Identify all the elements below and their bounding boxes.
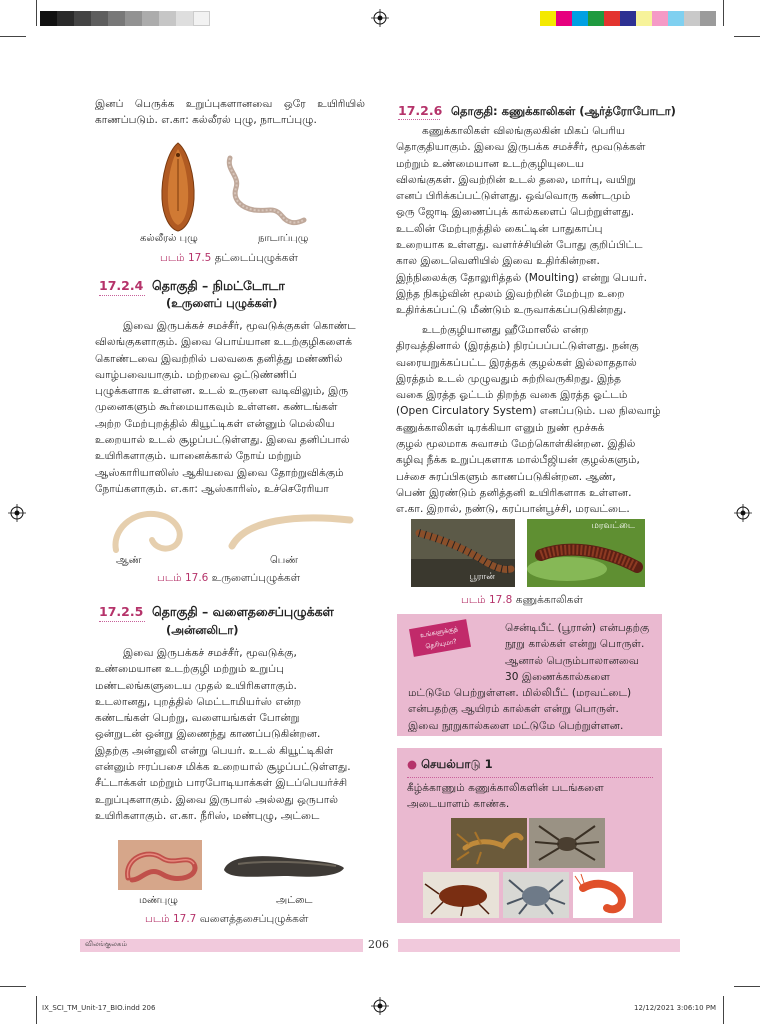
body-line: உறையால் உடல் சூழப்பட்டுள்ளது. இவை தனிப்பால் xyxy=(95,434,350,447)
section-17-2-5-heading xyxy=(99,603,334,620)
prawn-image xyxy=(573,872,633,918)
know-line: ஆனால் பெரும்பாலானவை xyxy=(505,654,640,667)
page-number: 206 xyxy=(368,938,389,951)
activity-instructions xyxy=(407,780,657,813)
section-17-2-5-number: 17.2.5 xyxy=(99,604,144,619)
fig6-number: படம் 17.6 xyxy=(157,572,209,584)
body-line: கால இடைவெளியில் இவை உதிர்கின்றன. xyxy=(396,255,600,268)
section-17-2-4-title: தொகுதி – நிமட்டோடா xyxy=(152,278,285,293)
body-line: உறையாக உள்ளது. வளர்ச்சியின் போது குறிப்பிட்ட xyxy=(396,239,643,252)
section-17-2-5-title: தொகுதி – வளைதசைப்புழுக்கள் xyxy=(152,604,334,619)
scorpion-image xyxy=(451,818,527,868)
section-17-2-4-number: 17.2.4 xyxy=(99,278,144,293)
body-line: கணுக்காலிகள் டிரக்கியா எனும் நுண் மூச்சுக் xyxy=(396,421,605,434)
activity-line: அடையாளம் காண்க. xyxy=(407,798,510,811)
fig5-caption xyxy=(160,252,298,265)
registration-mark-bottom xyxy=(371,997,389,1015)
body-line: ஒரு ஜோடி இணைப்புக் கால்களைப் பெற்றுள்ளது. xyxy=(396,206,635,219)
person-icon: ● xyxy=(407,757,418,771)
section-17-2-4-heading xyxy=(99,277,285,294)
body-line: எனப் பிரிக்கப்பட்டுள்ளது. ஒவ்வொரு கண்டமும் xyxy=(396,190,631,203)
footer-band xyxy=(80,939,363,952)
fig6-title: உருளைப்புழுக்கள் xyxy=(211,572,301,584)
body-line: (Open Circulatory System) எனப்படும். பல நிலவாழ் xyxy=(396,405,661,418)
crab-image xyxy=(503,872,569,918)
body-line: எ.கா. இறால், நண்டு, கரப்பான்பூச்சி, மரவட்டை. xyxy=(396,503,630,516)
know-line: 30 இணைக்கால்களை xyxy=(505,670,610,683)
do-you-know-box xyxy=(397,614,662,736)
body-line: வகை இரத்த ஓட்டம் திறந்த வகை இரத்த ஓட்டம் xyxy=(396,389,628,402)
body-line: உண்மையான உடற்குழி மற்றும் உறுப்பு xyxy=(95,663,285,676)
body-line: நோய்களாகும். எ.கா: ஆஸ்காரிஸ், உச்செரேரியா xyxy=(95,482,329,495)
do-you-know-bottom-text xyxy=(408,685,656,734)
do-you-know-badge xyxy=(409,619,471,657)
liver-fluke-image xyxy=(158,141,198,233)
tapeworm-image xyxy=(222,150,312,230)
know-line: சென்டிபீட் (பூரான்) என்பதற்கு xyxy=(505,622,650,634)
body-line: உறுப்புகளாகும். இவை இருபால் அல்லது ஒருபால் xyxy=(95,793,339,806)
activity-title: செயல்பாடு 1 xyxy=(421,757,493,771)
body-line: உடலானது, புறத்தில் மெட்டாமியர்ஸ் என்ற xyxy=(95,695,302,708)
footer-chapter: விலங்குலகம் xyxy=(85,940,128,948)
body-line: இதற்கு அன்னுலி என்று பெயர். உடல் கியூட்டிகிள் xyxy=(95,744,334,757)
body-line: உயிரிகளாகும். எ.கா. நீரிஸ், மண்புழு, அட்டை xyxy=(95,809,320,822)
fig6-label-male: ஆண் xyxy=(116,555,142,566)
section-17-2-6-paragraph-1 xyxy=(396,123,662,319)
fig8-label-millipede: மரவட்டை xyxy=(591,521,635,531)
body-line: உடலின் மேற்புறத்தில் கைட்டின் பாதுகாப்பு xyxy=(396,222,603,235)
leech-image xyxy=(218,846,348,886)
body-line: பச்சை சுரப்பிகளும் காணப்படுகின்றன. ஆண், xyxy=(396,470,616,483)
fig5-label-liver-fluke: கல்லீரல் புழு xyxy=(140,233,198,244)
body-line: உதிர்க்கப்பட்டு மீண்டும் உருவாக்கப்படுகின்றது. xyxy=(396,304,627,317)
fig8-title: கணுக்காலிகள் xyxy=(515,594,583,606)
male-roundworm-image xyxy=(108,506,190,558)
intro-paragraph: இனப் பெருக்க உறுப்புகளானவை ஒரே உயிரியில் காணப்படும். எ.கா: கல்லீரல் புழு, நாடாப்புழு. xyxy=(95,98,365,127)
body-line: இந்நிலைக்கு தோலுரித்தல் (Moulting) என்று பெயர். xyxy=(396,271,647,284)
know-line: இவை நூறுகால்களை மட்டுமே பெற்றுள்ளன. xyxy=(408,719,624,732)
millipede-image xyxy=(527,519,645,587)
body-line: இரத்தம் உடல் முழுவதும் சுற்றிவருகிறது. இந்த xyxy=(396,372,621,385)
fig8-caption xyxy=(461,594,583,607)
know-line: நூறு கால்கள் என்று பொருள். xyxy=(505,638,645,651)
section-17-2-5-body xyxy=(95,645,365,824)
spider-image xyxy=(529,818,605,868)
body-line: உயிரிகளாகும். யானைக்கால் நோய் மற்றும் xyxy=(95,450,302,463)
body-line: வாழ்பவையாகும். மற்றவை ஒட்டுண்ணிப் xyxy=(95,368,297,381)
badge-line: தெரியுமா? xyxy=(424,637,458,651)
registration-mark-top xyxy=(371,9,389,27)
footer-band-right xyxy=(398,939,680,952)
body-line: கணுக்காலிகள் விலங்குலகின் மிகப் பெரிய xyxy=(422,125,626,137)
body-line: மண்டலங்களுடைய முதல் உயிரிகளாகும். xyxy=(95,679,297,692)
footer-date: 12/12/2021 3:06:10 PM xyxy=(634,1004,717,1012)
know-line: மட்டுமே பெற்றுள்ளன. மில்லிபீட் (மரவட்டை) xyxy=(408,687,632,699)
fig7-caption xyxy=(145,913,308,926)
body-line: உடற்குழியானது ஹீமோஸீல் என்ற xyxy=(422,324,589,336)
section-17-2-6-number: 17.2.6 xyxy=(398,103,443,118)
body-line: கண்டங்கள் பெற்று, வளையங்கள் போன்று xyxy=(95,712,300,725)
body-line: அற்ற மேற்புறத்தில் கியூட்டிகள் என்னும் மெல்லிய xyxy=(95,417,335,430)
body-line: இவை இருபக்கச் சமச்சீர், மூவடுக்குகள் கொண்ட xyxy=(123,320,356,332)
registration-mark-right xyxy=(734,504,752,522)
section-17-2-6-title: தொகுதி: கணுக்காலிகள் (ஆர்த்ரோபோடா) xyxy=(451,104,676,118)
body-line: ஒன்றுடன் ஒன்று இணைந்து காணப்படுகின்றன. xyxy=(95,728,321,741)
body-line: திரவத்தினால் (இரத்தம்) நிரப்பப்பட்டுள்ளது. நன்கு xyxy=(396,340,639,353)
fig7-label-leech: அட்டை xyxy=(276,895,313,906)
body-line: பெண் இரண்டும் தனித்தனி உயிரிகளாக உள்ளன. xyxy=(396,486,632,499)
fig5-title: தட்டைப்புழுக்கள் xyxy=(214,252,298,264)
badge-line: உங்களுக்குத் xyxy=(419,624,459,640)
body-line: கொண்டவை இவற்றில் பலவகை தனித்து மண்ணில் xyxy=(95,352,343,365)
activity-line: கீழ்க்காணும் கணுக்காலிகளின் படங்களை xyxy=(407,782,604,794)
registration-mark-left xyxy=(8,504,26,522)
centipede-image xyxy=(411,519,515,587)
body-line: என்னும் ஈரப்பசை மிக்க உறையால் சூழப்பட்டுள்ளது. xyxy=(95,761,351,774)
section-17-2-6-heading xyxy=(398,102,676,120)
know-line: என்பதற்கு ஆயிரம் கால்கள் என்று பொருள். xyxy=(408,703,619,716)
activity-title-row xyxy=(407,757,493,773)
body-line: கழிவு நீக்க உறுப்புகளாக மால்பீஜியன் குழல்களும், xyxy=(396,454,640,467)
cockroach-image xyxy=(423,872,499,918)
fig6-caption xyxy=(157,572,300,585)
fig5-label-tapeworm: நாடாப்புழு xyxy=(258,233,309,244)
body-line: ஆஸ்காரியாஸிஸ் ஆகியவை இவை தோற்றுவிக்கும் xyxy=(95,466,344,479)
section-17-2-5-subtitle: (அன்னலிடா) xyxy=(166,623,239,637)
fig7-label-earthworm: மண்புழு xyxy=(139,895,178,906)
fig7-title: வளைத்தசைப்புழுக்கள் xyxy=(199,913,309,925)
fig5-number: படம் 17.5 xyxy=(160,252,212,264)
body-line: வரையறுக்கப்பட்ட இரத்தக் குழல்கள் இல்லாததால் xyxy=(396,356,637,369)
body-line: தொகுதியாகும். இவை இருபக்க சமச்சீர், மூவடுக்கள் xyxy=(396,141,646,154)
body-line: மற்றும் உண்மையான உடற்குழியுடைய xyxy=(396,157,585,170)
activity-box xyxy=(397,748,662,923)
body-line: இவை இருபக்கச் சமச்சீர், மூவடுக்கு, xyxy=(123,647,297,659)
section-17-2-4-subtitle: (உருளைப் புழுக்கள்) xyxy=(166,296,278,310)
body-line: விலங்குகளாகும். இவை பொய்யான உடற்குழிகளைக் xyxy=(95,336,352,349)
fig8-number: படம் 17.8 xyxy=(461,594,513,606)
body-line: குழல் மூலமாக சுவாசம் மேற்கொள்கின்றன. இதில் xyxy=(396,438,636,451)
section-17-2-6-paragraph-2 xyxy=(396,322,662,518)
body-line: விலங்குகள். இவற்றின் உடல் தலை, மார்பு, வயிறு xyxy=(396,173,636,186)
body-line: முனைகளும் கூர்மையாகவும் உள்ளன. கண்டங்கள் xyxy=(95,401,338,414)
fig8-label-centipede: பூரான் xyxy=(469,572,495,582)
earthworm-image xyxy=(118,840,202,890)
fig6-label-female: பெண் xyxy=(270,555,298,566)
footer-file-name: IX_SCI_TM_Unit-17_BIO.indd 206 xyxy=(42,1004,156,1012)
do-you-know-top-text xyxy=(505,620,657,685)
female-roundworm-image xyxy=(226,510,356,554)
fig7-number: படம் 17.7 xyxy=(145,913,197,925)
body-line: புழுக்களாக உள்ளன. உடல் உருளை வடிவிலும், இரு xyxy=(95,385,349,398)
body-line: இந்த நிகழ்வின் மூலம் இவற்றின் மேற்புற உறை xyxy=(396,287,625,300)
section-17-2-4-body xyxy=(95,318,365,497)
body-line: சீட்டாக்கள் மற்றும் பாரபோடியாக்கள் இடப்பெயர்ச்சி xyxy=(95,777,348,790)
